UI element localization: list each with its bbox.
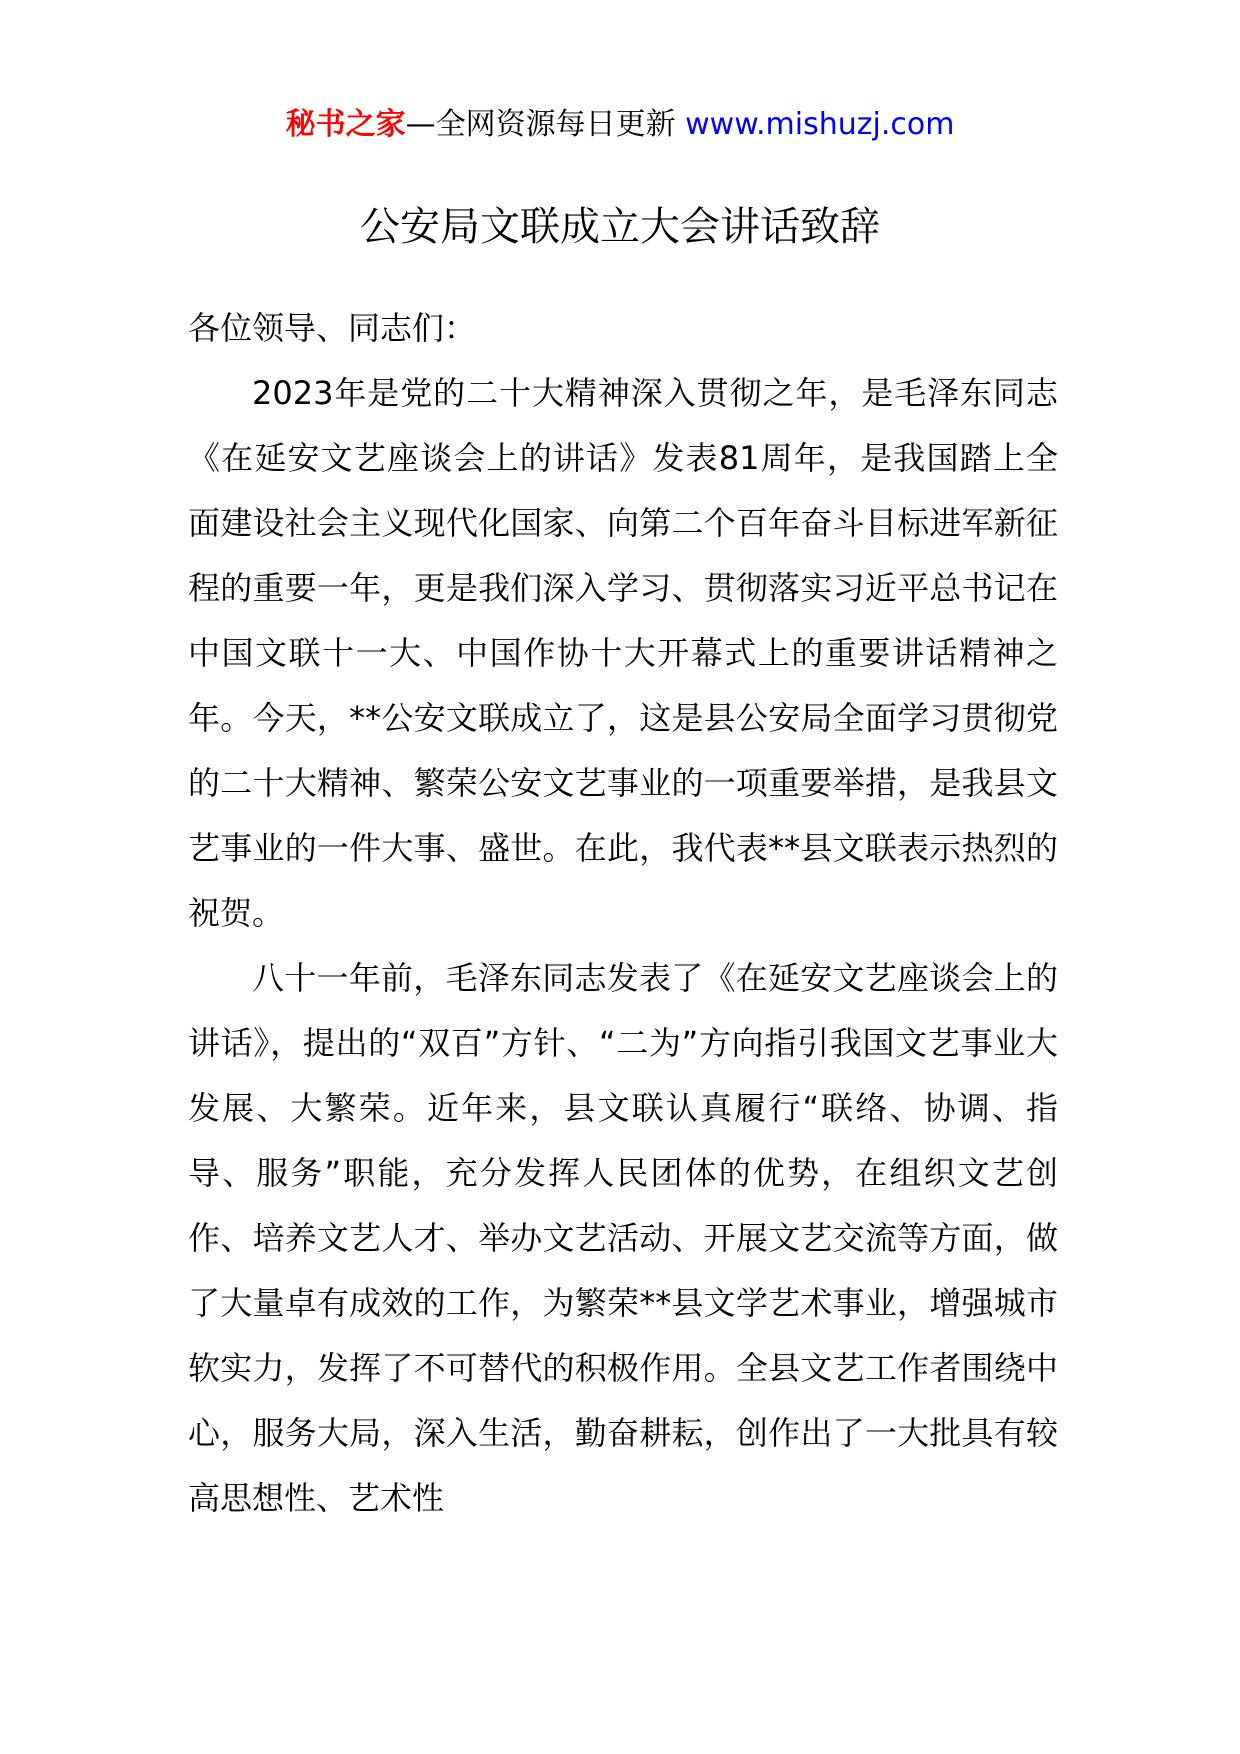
brand-slogan: —全网资源每日更新 bbox=[405, 107, 686, 142]
document-body bbox=[188, 296, 1058, 1531]
paragraph-1: 2023年是党的二十大精神深入贯彻之年，是毛泽东同志《在延安文艺座谈会上的讲话》发表81周年，是我国踏上全面建设社会主义现代化国家、向第二个百年奋斗目标进军新征程的重要一年，更是我们深入学习、贯彻落实习近平总书记在中国文联十一大、中国作协十大开幕式上的重要讲话精神之年。今天，**公安文联成立了，这是县公安局全面学习贯彻党的二十大精神、繁荣公安文艺事业的一项重要举措，是我县文艺事业的一件大事、盛世。在此，我代表**县文联表示热烈的祝贺。 bbox=[188, 374, 1058, 932]
website-link[interactable]: www.mishuzj.com bbox=[685, 107, 955, 142]
paragraph-2: 八十一年前，毛泽东同志发表了《在延安文艺座谈会上的讲话》，提出的“双百”方针、“二为”方向指引我国文艺事业大发展、大繁荣。近年来，县文联认真履行“联络、协调、指导、服务”职能，充分发挥人民团体的优势，在组织文艺创作、培养文艺人才、举办文艺活动、开展文艺交流等方面，做了大量卓有成效的工作，为繁荣**县文学艺术事业，增强城市软实力，发挥了不可替代的积极作用。全县文艺工作者围绕中心，服务大局，深入生活，勤奋耕耘，创作出了一大批具有较高思想性、艺术性 bbox=[188, 959, 1058, 1517]
brand-name: 秘书之家 bbox=[285, 107, 406, 142]
document-title: 公安局文联成立大会讲话致辞 bbox=[360, 204, 880, 250]
watermark-header bbox=[0, 100, 1240, 150]
salutation: 各位领导、同志们： bbox=[188, 309, 477, 347]
